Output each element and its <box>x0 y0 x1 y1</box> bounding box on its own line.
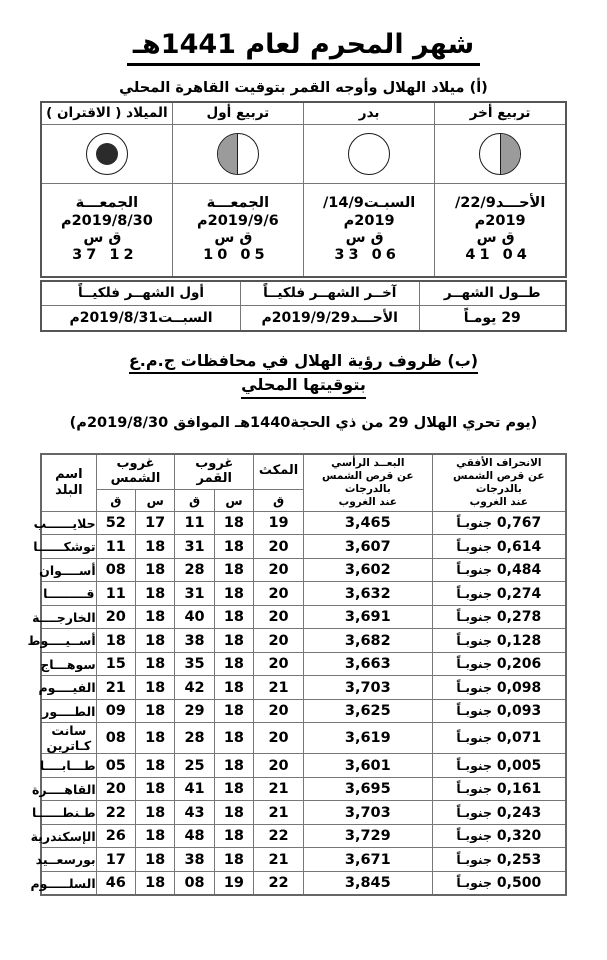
cell-horizontal-deviation <box>432 652 566 676</box>
cell-sunset-hour: 18 <box>136 676 175 700</box>
cell-vertical-altitude: 3,671 <box>304 848 433 872</box>
table-row <box>41 582 566 606</box>
phase-icon-cell-first-quarter <box>172 124 303 183</box>
cell-moonset-minute: 48 <box>175 824 214 848</box>
header-line: عن قرص الشمس <box>453 470 545 483</box>
cell-sunset-minute: 17 <box>96 848 135 872</box>
table-row <box>41 871 566 895</box>
section-b-title-line1: (ب) ظروف رؤية الهلال في محافظات ج.م.ع <box>129 350 478 375</box>
cell-moonset-minute: 43 <box>175 801 214 825</box>
moon-phases-table <box>40 101 567 278</box>
deviation-value: 0,243 <box>496 804 542 821</box>
section-a-title: (أ) ميلاد الهلال وأوجه القمر بتوقيت القاهرة المحلي <box>119 79 488 96</box>
phase-year: 2019م <box>474 212 526 229</box>
cell-horizontal-deviation <box>432 535 566 559</box>
cell-lag-duration: 21 <box>254 848 304 872</box>
cell-moonset-minute: 28 <box>175 723 214 754</box>
cell-sunset-minute: 18 <box>96 629 135 653</box>
phase-date-last-quarter <box>435 183 566 277</box>
cell-moonset-hour: 18 <box>214 676 253 700</box>
month-start-header: أول الشهــر فلكيــاً <box>41 281 241 306</box>
cell-moonset-hour: 18 <box>214 511 253 535</box>
cell-sunset-minute: 09 <box>96 699 135 723</box>
cell-moonset-hour: 18 <box>214 801 253 825</box>
deviation-value: 0,614 <box>496 538 542 555</box>
cell-sunset-minute: 15 <box>96 652 135 676</box>
cell-lag-duration: 20 <box>254 605 304 629</box>
visibility-table-body <box>27 511 566 895</box>
section-b-title-line2: بتوقيتها المحلي <box>241 374 366 399</box>
deviation-value: 0,093 <box>496 703 542 719</box>
cell-sunset-hour: 18 <box>136 582 175 606</box>
cell-horizontal-deviation <box>432 558 566 582</box>
cell-moonset-minute: 38 <box>175 629 214 653</box>
deviation-direction: جنوبـاً <box>456 656 493 671</box>
table-row <box>41 558 566 582</box>
phase-day: الجمعـــة <box>75 195 139 212</box>
moon-new-icon <box>86 133 128 175</box>
header-line: غروب <box>195 455 234 471</box>
phase-date-first-quarter <box>172 183 303 277</box>
cell-horizontal-deviation <box>432 629 566 653</box>
deviation-direction: جنوبـاً <box>456 538 493 554</box>
phase-header-full-moon: بدر <box>304 102 435 125</box>
table-row <box>41 676 566 700</box>
deviation-value: 0,253 <box>496 851 542 868</box>
cell-vertical-altitude: 3,703 <box>304 676 433 700</box>
deviation-direction: جنوبـاً <box>456 851 493 867</box>
visibility-table <box>27 453 567 896</box>
cell-moonset-hour: 18 <box>214 652 253 676</box>
cell-vertical-altitude: 3,602 <box>304 558 433 582</box>
cell-sunset-hour: 18 <box>136 723 175 754</box>
table-row <box>41 605 566 629</box>
phase-date-full-moon <box>304 183 435 277</box>
cell-sunset-minute: 26 <box>96 824 135 848</box>
table-row <box>41 629 566 653</box>
cell-vertical-altitude: 3,682 <box>304 629 433 653</box>
cell-vertical-altitude: 3,695 <box>304 777 433 801</box>
header-sunset <box>96 454 175 489</box>
cell-sunset-minute: 20 <box>96 605 135 629</box>
month-length-value: 29 يومـاً <box>419 305 566 331</box>
cell-lag-duration: 20 <box>254 754 304 778</box>
cell-sunset-minute: 20 <box>96 777 135 801</box>
cell-horizontal-deviation <box>432 605 566 629</box>
cell-sunset-hour: 18 <box>136 754 175 778</box>
phase-date-row <box>41 183 566 277</box>
header-line: عند الغروب <box>469 495 528 508</box>
cell-moonset-hour: 18 <box>214 629 253 653</box>
cell-vertical-altitude: 3,607 <box>304 535 433 559</box>
header-city-name: اسم البلد <box>41 454 96 511</box>
cell-horizontal-deviation <box>432 511 566 535</box>
deviation-direction: جنوبـاً <box>456 632 493 648</box>
deviation-value: 0,278 <box>496 609 542 625</box>
table-row <box>41 801 566 825</box>
phase-time-units: ق س <box>214 229 253 246</box>
cell-lag-duration: 20 <box>254 723 304 754</box>
cell-lag-duration: 20 <box>254 558 304 582</box>
header-moonset <box>175 454 254 489</box>
phase-time-units: ق س <box>83 229 122 246</box>
header-vertical-altitude <box>304 454 433 511</box>
cell-vertical-altitude: 3,619 <box>304 723 433 754</box>
phase-time-value: 05 10 <box>203 246 269 263</box>
cell-horizontal-deviation <box>432 582 566 606</box>
cell-city-name: حلايــــــب <box>41 511 96 535</box>
phase-icon-row <box>41 124 566 183</box>
phase-time-value: 06 33 <box>334 246 400 263</box>
cell-vertical-altitude: 3,465 <box>304 511 433 535</box>
deviation-direction: جنوبـاً <box>456 585 493 601</box>
deviation-value: 0,500 <box>496 875 542 891</box>
cell-sunset-hour: 18 <box>136 871 175 895</box>
cell-sunset-minute: 05 <box>96 754 135 778</box>
cell-moonset-minute: 29 <box>175 699 214 723</box>
month-summary-table <box>40 280 567 332</box>
cell-sunset-minute: 52 <box>96 511 135 535</box>
cell-city-name: قـــــــــا <box>41 582 96 606</box>
header-horizontal-deviation <box>432 454 566 511</box>
header-line: الشمس <box>110 470 161 486</box>
cell-horizontal-deviation <box>432 676 566 700</box>
cell-moonset-minute: 31 <box>175 582 214 606</box>
phase-time-units: ق س <box>476 229 515 246</box>
moon-last-quarter-icon <box>479 133 521 175</box>
table-row <box>41 699 566 723</box>
deviation-direction: جنوبـاً <box>456 515 493 530</box>
header-line: عند الغروب <box>338 495 397 508</box>
cell-vertical-altitude: 3,691 <box>304 605 433 629</box>
cell-lag-duration: 20 <box>254 535 304 559</box>
cell-lag-duration: 20 <box>254 699 304 723</box>
phase-day: السبـت14/9/ <box>322 195 416 212</box>
cell-vertical-altitude: 3,729 <box>304 824 433 848</box>
cell-lag-duration: 20 <box>254 652 304 676</box>
header-line: بالدرجات <box>475 482 522 495</box>
cell-moonset-hour: 18 <box>214 605 253 629</box>
cell-city-name: توشكــــــا <box>41 535 96 559</box>
phase-header-last-quarter: تربيع أخر <box>435 102 566 125</box>
cell-city-name: الفيــــوم <box>41 676 96 700</box>
header-sunset-unit-hour: ق <box>96 489 135 511</box>
cell-sunset-minute: 46 <box>96 871 135 895</box>
cell-moonset-minute: 25 <box>175 754 214 778</box>
table-row <box>41 652 566 676</box>
cell-horizontal-deviation <box>432 801 566 825</box>
deviation-value: 0,767 <box>496 515 542 531</box>
deviation-direction: جنوبـاً <box>456 703 493 718</box>
phase-header-new-moon: الميلاد ( الاقتران ) <box>41 102 172 125</box>
header-sunset-unit-min: س <box>136 489 175 511</box>
cell-moonset-hour: 18 <box>214 535 253 559</box>
cell-horizontal-deviation <box>432 777 566 801</box>
deviation-value: 0,484 <box>496 562 542 578</box>
deviation-direction: جنوبـاً <box>456 562 493 577</box>
cell-moonset-hour: 18 <box>214 754 253 778</box>
cell-moonset-minute: 40 <box>175 605 214 629</box>
cell-horizontal-deviation <box>432 871 566 895</box>
table-row <box>41 723 566 754</box>
cell-horizontal-deviation <box>432 723 566 754</box>
deviation-direction: جنوبـاً <box>456 875 493 890</box>
header-line: غروب <box>116 455 155 471</box>
cell-moonset-hour: 18 <box>214 848 253 872</box>
cell-sunset-minute: 08 <box>96 558 135 582</box>
header-line: القمر <box>196 470 232 486</box>
cell-sunset-minute: 21 <box>96 676 135 700</box>
deviation-value: 0,274 <box>496 585 542 602</box>
deviation-direction: جنوبـاً <box>456 828 493 843</box>
cell-city-name: أســيــــوط <box>41 629 96 653</box>
cell-moonset-minute: 42 <box>175 676 214 700</box>
phase-icon-cell-last-quarter <box>435 124 566 183</box>
cell-sunset-minute: 11 <box>96 582 135 606</box>
cell-lag-duration: 19 <box>254 511 304 535</box>
cell-sunset-hour: 18 <box>136 652 175 676</box>
deviation-value: 0,161 <box>496 781 542 797</box>
cell-horizontal-deviation <box>432 848 566 872</box>
page-title-text: شهر المحرم لعام 1441هـ <box>127 30 480 66</box>
cell-city-name: الخارجــــة <box>41 605 96 629</box>
moon-first-quarter-icon <box>217 133 259 175</box>
phase-year: 2019/8/30م <box>60 212 153 229</box>
visibility-header-row-1 <box>41 454 566 489</box>
month-summary-value-row <box>41 305 566 331</box>
table-row <box>41 511 566 535</box>
cell-moonset-minute: 08 <box>175 871 214 895</box>
month-start-value: السبــت2019/8/31م <box>41 305 241 331</box>
cell-moonset-hour: 18 <box>214 777 253 801</box>
month-end-value: الأحـــد2019/9/29م <box>241 305 420 331</box>
cell-moonset-hour: 18 <box>214 699 253 723</box>
cell-moonset-minute: 38 <box>175 848 214 872</box>
deviation-value: 0,206 <box>496 656 542 672</box>
cell-city-name: سوهـــاج <box>41 652 96 676</box>
cell-moonset-hour: 18 <box>214 824 253 848</box>
deviation-direction: جنوبـاً <box>456 757 493 773</box>
deviation-direction: جنوبـاً <box>456 609 493 624</box>
cell-lag-duration: 21 <box>254 801 304 825</box>
month-summary-header-row <box>41 281 566 306</box>
cell-city-name: طـــابــــا <box>41 754 96 778</box>
cell-city-name: القاهــــرة <box>41 777 96 801</box>
cell-sunset-hour: 18 <box>136 605 175 629</box>
month-length-header: طــول الشهــر <box>419 281 566 306</box>
phase-time-units: ق س <box>345 229 384 246</box>
deviation-direction: جنوبـاً <box>456 679 493 695</box>
header-moonset-unit-hour: ق <box>175 489 214 511</box>
section-b-title <box>0 332 607 399</box>
cell-sunset-hour: 18 <box>136 699 175 723</box>
cell-lag-duration: 21 <box>254 676 304 700</box>
cell-city-name: الإسكندرية <box>41 824 96 848</box>
cell-moonset-hour: 18 <box>214 723 253 754</box>
cell-moonset-minute: 28 <box>175 558 214 582</box>
cell-horizontal-deviation <box>432 699 566 723</box>
phase-day: الجمعـــة <box>206 195 270 212</box>
cell-sunset-hour: 18 <box>136 777 175 801</box>
cell-lag-duration: 21 <box>254 777 304 801</box>
cell-sunset-hour: 18 <box>136 629 175 653</box>
cell-moonset-hour: 18 <box>214 582 253 606</box>
header-moonset-unit-min: س <box>214 489 253 511</box>
phase-header-row <box>41 102 566 125</box>
cell-vertical-altitude: 3,601 <box>304 754 433 778</box>
header-line: الانحراف الأفقي <box>456 457 542 470</box>
deviation-direction: جنوبـاً <box>456 730 493 746</box>
cell-sunset-minute: 08 <box>96 723 135 754</box>
header-duration-unit-min: ق <box>254 489 304 511</box>
header-line: بالدرجات <box>344 482 391 495</box>
cell-vertical-altitude: 3,625 <box>304 699 433 723</box>
deviation-value: 0,071 <box>496 730 542 747</box>
cell-city-name: أســــوان <box>41 558 96 582</box>
cell-city-name: سانت كـاترين <box>41 723 96 754</box>
cell-sunset-minute: 22 <box>96 801 135 825</box>
header-line: عن قرص الشمس <box>322 470 414 483</box>
cell-vertical-altitude: 3,663 <box>304 652 433 676</box>
phase-date-new-moon <box>41 183 172 277</box>
table-row <box>41 754 566 778</box>
deviation-value: 0,128 <box>496 632 542 649</box>
deviation-direction: جنوبـاً <box>456 804 493 820</box>
cell-sunset-hour: 18 <box>136 558 175 582</box>
cell-city-name: بورسعــيد <box>41 848 96 872</box>
cell-moonset-minute: 11 <box>175 511 214 535</box>
cell-sunset-hour: 18 <box>136 848 175 872</box>
cell-moonset-hour: 19 <box>214 871 253 895</box>
cell-moonset-minute: 31 <box>175 535 214 559</box>
cell-sunset-hour: 17 <box>136 511 175 535</box>
phase-header-first-quarter: تربيع أول <box>172 102 303 125</box>
cell-vertical-altitude: 3,632 <box>304 582 433 606</box>
cell-sunset-hour: 18 <box>136 535 175 559</box>
phase-year: 2019/9/6م <box>196 212 279 229</box>
phase-icon-cell-new-moon <box>41 124 172 183</box>
cell-lag-duration: 20 <box>254 582 304 606</box>
cell-vertical-altitude: 3,845 <box>304 871 433 895</box>
cell-sunset-hour: 18 <box>136 824 175 848</box>
cell-moonset-minute: 35 <box>175 652 214 676</box>
header-lag-duration: المكث <box>254 454 304 489</box>
cell-horizontal-deviation <box>432 754 566 778</box>
month-end-header: آخــر الشهــر فلكيــاً <box>241 281 420 306</box>
page-title <box>0 0 607 66</box>
cell-city-name: طـنطــــــا <box>41 801 96 825</box>
cell-lag-duration: 22 <box>254 871 304 895</box>
cell-city-name: الطــــور <box>41 699 96 723</box>
cell-sunset-hour: 18 <box>136 801 175 825</box>
cell-moonset-hour: 18 <box>214 558 253 582</box>
cell-lag-duration: 22 <box>254 824 304 848</box>
cell-city-name: السلـــــوم <box>41 871 96 895</box>
phase-icon-cell-full-moon <box>304 124 435 183</box>
cell-vertical-altitude: 3,703 <box>304 801 433 825</box>
phase-time-value: 12 37 <box>72 246 138 263</box>
header-line: البعــد الرأسي <box>331 457 405 470</box>
table-row <box>41 535 566 559</box>
phase-day: الأحـــد22/9/ <box>454 195 546 212</box>
table-row <box>41 777 566 801</box>
phase-time-value: 04 41 <box>465 246 531 263</box>
section-b-note: (يوم تحري الهلال 29 من ذي الحجة1440هـ الموافق 2019/8/30م) <box>69 414 538 431</box>
table-row <box>41 848 566 872</box>
deviation-value: 0,098 <box>496 679 542 696</box>
deviation-value: 0,005 <box>496 757 542 774</box>
phase-year: 2019م <box>343 212 395 229</box>
cell-moonset-minute: 41 <box>175 777 214 801</box>
moon-full-icon <box>348 133 390 175</box>
deviation-direction: جنوبـاً <box>456 781 493 796</box>
cell-sunset-minute: 11 <box>96 535 135 559</box>
deviation-value: 0,320 <box>496 828 542 844</box>
cell-horizontal-deviation <box>432 824 566 848</box>
cell-lag-duration: 20 <box>254 629 304 653</box>
table-row <box>41 824 566 848</box>
